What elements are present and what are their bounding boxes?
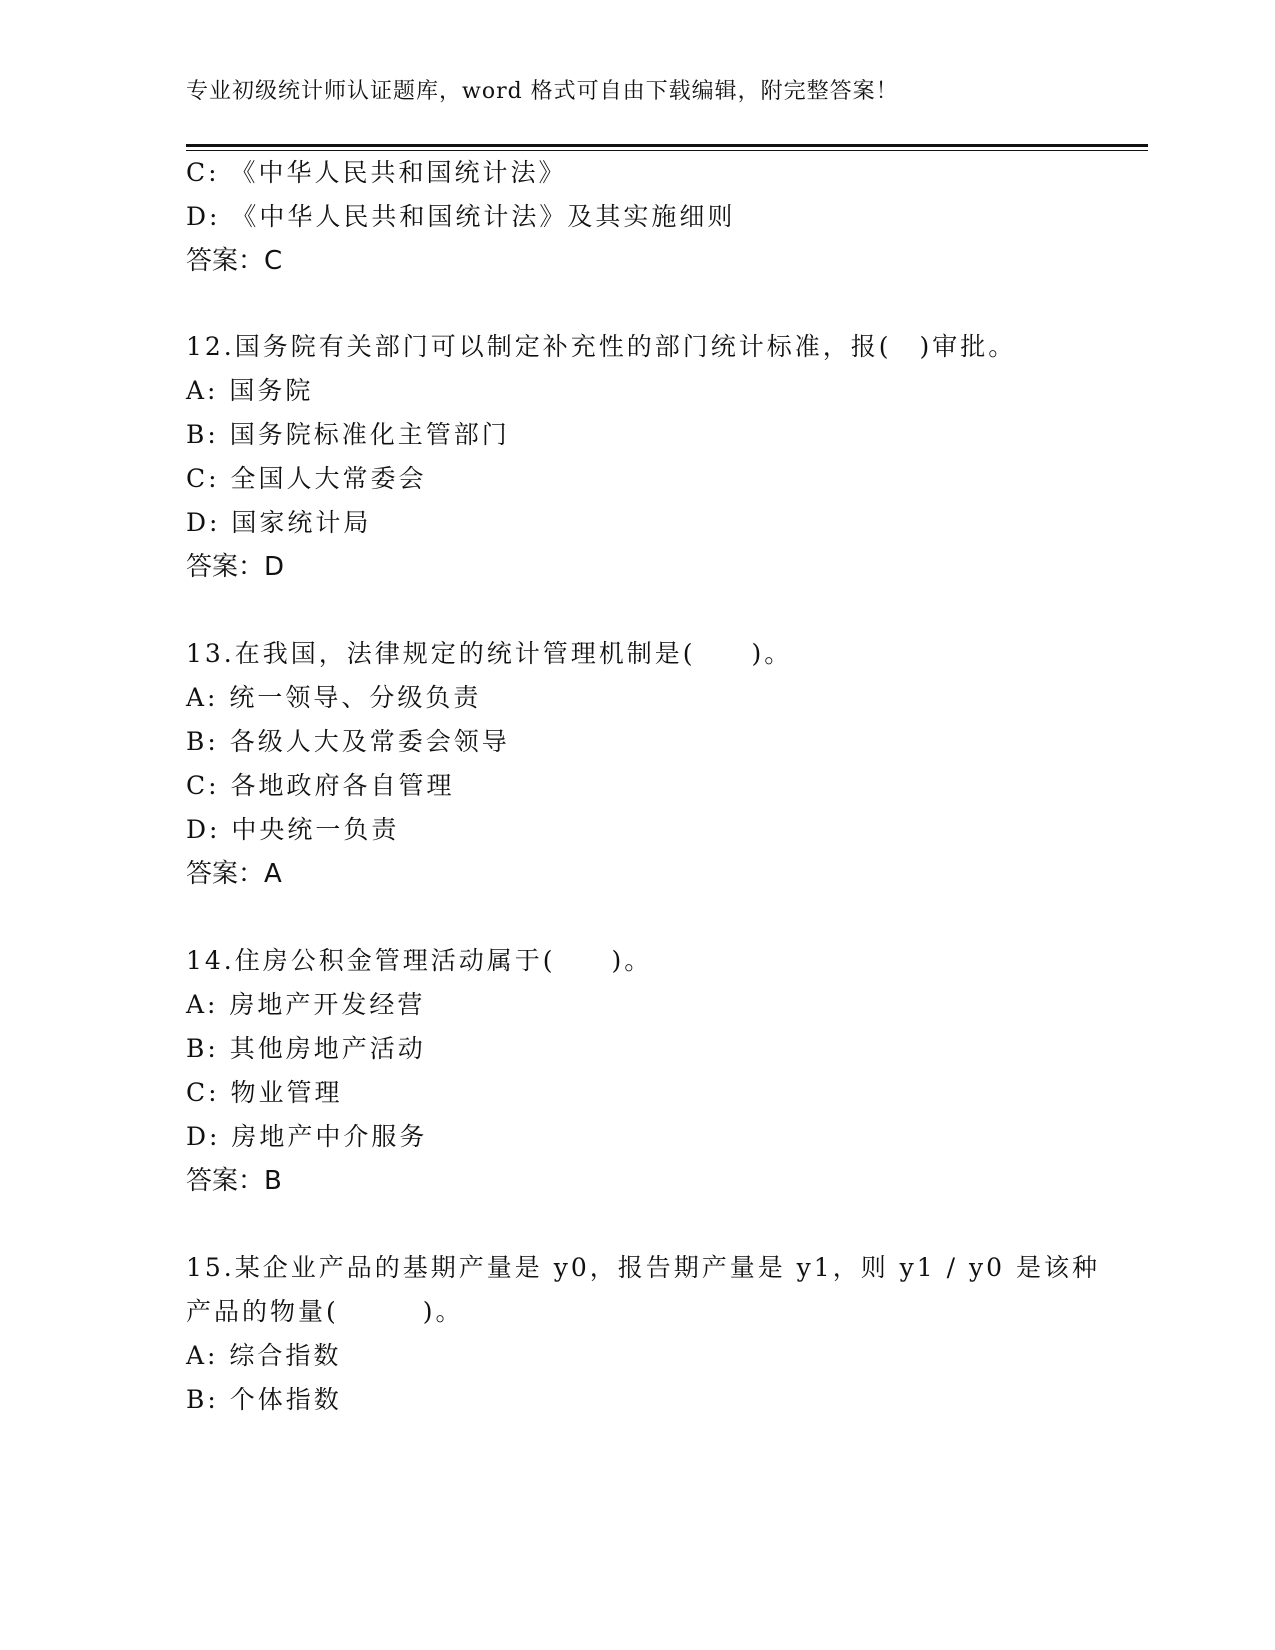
question-14: 14.住房公积金管理活动属于( )。 [186,946,653,975]
option-a-q13: A: 统一领导、分级负责 [186,683,482,712]
option-d-q14: D: 房地产中介服务 [186,1122,428,1151]
question-12: 12.国务院有关部门可以制定补充性的部门统计标准，报( )审批。 [186,332,1017,361]
option-b-q14: B: 其他房地产活动 [186,1034,426,1063]
header-rule-thick [186,144,1148,147]
option-c-q12: C: 全国人大常委会 [186,464,427,493]
option-c-q13: C: 各地政府各自管理 [186,771,455,800]
option-a-q15: A: 综合指数 [186,1341,342,1370]
option-b-q15: B: 个体指数 [186,1385,342,1414]
answer-q12: 答案：D [186,552,285,582]
option-c-q11: C: 《中华人民共和国统计法》 [186,158,567,187]
option-c-q14: C: 物业管理 [186,1078,343,1107]
option-a-q12: A: 国务院 [186,376,314,405]
question-15-line1: 15.某企业产品的基期产量是 y0，报告期产量是 y1，则 y1 / y0 是该种 [186,1253,1100,1282]
option-d-q12: D: 国家统计局 [186,508,372,537]
page-header: 专业初级统计师认证题库，word 格式可自由下载编辑，附完整答案！ [186,79,899,104]
answer-q14: 答案：B [186,1166,282,1196]
option-d-q13: D: 中央统一负责 [186,815,400,844]
header-rule-thin [186,150,1148,151]
question-13: 13.在我国，法律规定的统计管理机制是( )。 [186,639,793,668]
option-d-q11: D: 《中华人民共和国统计法》及其实施细则 [186,202,736,231]
option-b-q13: B: 各级人大及常委会领导 [186,727,510,756]
answer-q13: 答案：A [186,859,282,889]
question-15-line2: 产品的物量( )。 [186,1297,464,1326]
answer-q11: 答案：C [186,246,283,276]
option-b-q12: B: 国务院标准化主管部门 [186,420,510,449]
option-a-q14: A: 房地产开发经营 [186,990,426,1019]
